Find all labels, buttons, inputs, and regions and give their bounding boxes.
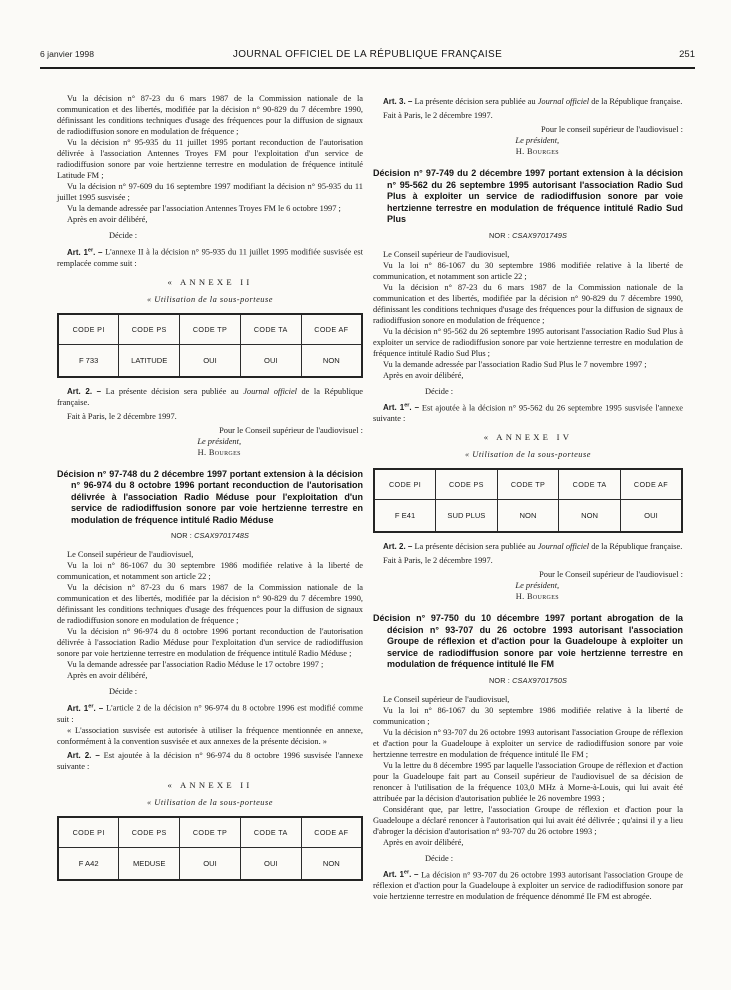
paragraph: Vu la demande adressée par l'association Antennes Troyes FM le 6 octobre 1997 ; [67, 204, 341, 213]
paragraph: Vu la décision n° 96-974 du 8 octobre 1996 portant reconduction de l'autorisation délivrée à l'association Radio Méduse pour l'exploitation d'un service de radiodiffusion sonore par voie hertzienne terrestre en modulation de fréquence intitulé Radio Méduse ; [57, 627, 363, 659]
decide-line: Décide : [425, 853, 454, 863]
table-cell: NON [301, 344, 362, 377]
annexe-heading: « ANNEXE II [167, 276, 253, 287]
journal-title: JOURNAL OFFICIEL DE LA RÉPUBLIQUE FRANÇAISE [232, 49, 503, 60]
paragraph: Vu la loi n° 86-1067 du 30 septembre 1986 modifiée relative à la liberté de communication ; [373, 705, 683, 726]
table-header-cell: CODE PI [58, 817, 119, 848]
table-cell: OUI [620, 500, 682, 533]
signature-intro: Pour le Conseil supérieur de l'audiovisuel : [539, 570, 683, 580]
table-cell: F E41 [374, 500, 436, 533]
nor-line [57, 530, 363, 541]
paragraph: Le Conseil supérieur de l'audiovisuel, [67, 550, 194, 560]
signature-role: Le président, [197, 436, 242, 446]
paragraph: Art. 1er. – L'annexe II à la décision n° 95-935 du 11 juillet 1995 modifiée susvisée est remplacée comme suit : [57, 247, 363, 268]
paragraph: Fait à Paris, le 2 décembre 1997. [383, 111, 493, 120]
paragraph: Vu la décision n° 87-23 du 6 mars 1987 de la Commission nationale de la communication et des libertés, modifiée par la décision n° 90-829 du 7 décembre 1990, définissant les conditions techniques d'usage des fréquences pour la diffusion de signaux de radiodiffusion sonore en modulation de fréquence ; [57, 583, 363, 626]
annexe-table [373, 468, 683, 533]
table-header-cell: CODE PS [119, 817, 180, 848]
table-row [374, 500, 682, 533]
paragraph: Le Conseil supérieur de l'audiovisuel, [383, 694, 510, 704]
table-header-cell: CODE TA [240, 817, 301, 848]
table-header-cell: CODE TP [180, 314, 241, 345]
table-header-cell: CODE AF [620, 469, 682, 500]
nor-label: NOR : [488, 675, 510, 685]
annexe-subheading: « Utilisation de la sous-porteuse [147, 294, 273, 304]
table-cell: OUI [180, 847, 241, 880]
paragraph: Le Conseil supérieur de l'audiovisuel, [383, 249, 510, 259]
paragraph: Vu la décision n° 95-562 du 26 septembre 1995 autorisant l'association Radio Sud Plus à exploiter un service de radiodiffusion sonore par voie hertzienne terrestre en modulation de fréquence intitulé Radio Sud Plus ; [373, 326, 683, 358]
page-header [0, 49, 731, 60]
paragraph: Après en avoir délibéré, [383, 837, 464, 847]
nor-line [373, 675, 683, 686]
nor-line [373, 230, 683, 241]
paragraph: Fait à Paris, le 2 décembre 1997. [383, 556, 493, 566]
table-cell: NON [559, 500, 621, 533]
right-column [373, 93, 683, 902]
paragraph: Art. 1er. – La décision n° 93-707 du 26 octobre 1993 autorisant l'association Groupe de réflexion et d'action pour la Guadeloupe à exploiter un service de radiodiffusion sonore par voie hertzienne terrestre en modulation de fréquence dénommé Ile FM est abrogée. [373, 869, 683, 902]
decide-line: Décide : [109, 687, 138, 697]
paragraph: Vu la demande adressée par l'association Radio Méduse le 17 octobre 1997 ; [67, 660, 324, 670]
table-cell: MEDUSE [119, 847, 180, 880]
table-header-row [58, 817, 362, 848]
paragraph: Art. 1er. – Est ajoutée à la décision n° 95-562 du 26 septembre 1995 susvisée l'annexe suivante : [373, 402, 683, 424]
paragraph: Vu la décision n° 87-23 du 6 mars 1987 de la Commission nationale de la communication et des libertés, modifiée par la décision n° 90-829 du 7 décembre 1990, définissant les conditions techniques d'usage des fréquences pour la diffusion de signaux de radiodiffusion sonore en modulation de fréquence ; [57, 94, 363, 136]
signature-block [373, 124, 683, 157]
table-row [58, 847, 362, 880]
table-header-cell: CODE TA [240, 314, 301, 345]
table-cell: F 733 [58, 344, 119, 377]
table-header-cell: CODE AF [301, 817, 362, 848]
table-header-cell: CODE TP [497, 469, 559, 500]
annexe-table [57, 313, 363, 378]
paragraph: Art. 2. – La présente décision sera publiée au Journal officiel de la République française. [57, 386, 364, 407]
annexe-heading: « ANNEXE II [167, 779, 253, 790]
signature-role: Le président, [515, 581, 560, 591]
signature-role: Le président, [515, 136, 560, 145]
paragraph: Vu la loi n° 86-1067 du 30 septembre 1986 modifiée relative à la liberté de communication, et notamment son article 22 ; [373, 260, 683, 281]
paragraph: Vu la décision n° 95-935 du 11 juillet 1995 portant reconduction de l'autorisation délivrée à l'association Antennes Troyes FM pour l'exploitation d'un service de radiodiffusion sonore par voie hertzienne terrestre en modulation de fréquence intitulé Latitude FM ; [57, 138, 363, 180]
table-header-cell: CODE PI [58, 314, 119, 345]
nor-value: CSAX9701750S [512, 675, 568, 685]
table-cell: F A42 [58, 847, 119, 880]
table-row [58, 344, 362, 377]
left-column [57, 93, 363, 902]
paragraph: Après en avoir délibéré, [383, 370, 464, 380]
annexe-subheading: « Utilisation de la sous-porteuse [147, 797, 273, 807]
decide-line: Décide : [109, 231, 138, 240]
paragraph: Art. 3. – La présente décision sera publiée au Journal officiel de la République française. [383, 97, 683, 106]
table-cell: NON [497, 500, 559, 533]
paragraph: Vu la décision n° 93-707 du 26 octobre 1993 autorisant l'association Groupe de réflexion et d'action pour la Guadeloupe à exploiter un service de radiodiffusion sonore par voie hertzienne terrestre en modulation de fréquence intitulé Ile FM ; [373, 727, 683, 759]
paragraph: Vu la lettre du 8 décembre 1995 par laquelle l'association Groupe de réflexion et d'action pour la Guadeloupe fait part au Conseil supérieur de l'audiovisuel de sa décision de renoncer à l'utilisation de la fréquence 103,0 MHz à Morne-à-Louis, qui lui avait été attribuée par la décision d'autorisation publiée le 26 novembre 1993 ; [373, 760, 683, 803]
signature-block [57, 425, 363, 458]
page-body [0, 69, 731, 902]
nor-value: CSAX9701748S [194, 531, 250, 541]
paragraph: Considérant que, par lettre, l'association Groupe de réflexion et d'action pour la Guadeloupe a déclaré renoncer à l'autorisation qui lui avait été délivrée ; qu'ainsi il y a lieu d'abroger la décision d'autorisation n° 93-707 du 26 octobre 1993 ; [373, 804, 683, 836]
table-header-row [58, 314, 362, 345]
table-cell: OUI [240, 344, 301, 377]
annexe-heading: « ANNEXE IV [483, 432, 573, 443]
decision-heading: Décision n° 97-748 du 2 décembre 1997 portant extension à la décision n° 96-974 du 8 octobre 1996 portant reconduction de l'autorisation délivrée à l'association Radio Méduse pour l'exploitation d'un service de radiodiffusion sonore par voie hertzienne terrestre en modulation de fréquence intitulé Radio Méduse [57, 468, 363, 525]
table-cell: SUD PLUS [436, 500, 498, 533]
signature-name: H. Bourges [197, 447, 241, 457]
signature-block [373, 569, 683, 602]
paragraph: Vu la décision n° 97-609 du 16 septembre 1997 modifiant la décision n° 95-935 du 11 juillet 1995 susvisée ; [57, 182, 363, 202]
table-header-cell: CODE PI [374, 469, 436, 500]
decision-heading: Décision n° 97-750 du 10 décembre 1997 portant abrogation de la décision n° 93-707 du 26 octobre 1993 autorisant l'association Groupe de réflexion et d'action pour la Guadeloupe à exploiter un service de radiodiffusion sonore par voie hertzienne terrestre en modulation de fréquence intitulé Ile FM [373, 613, 683, 670]
table-header-cell: CODE AF [301, 314, 362, 345]
paragraph: Vu la décision n° 87-23 du 6 mars 1987 de la Commission nationale de la communication et des libertés, modifiée par la décision n° 90-829 du 7 décembre 1990, définissant les conditions techniques d'usage des fréquences pour la diffusion de signaux de radiodiffusion sonore en modulation de fréquence ; [373, 282, 683, 325]
page-number: 251 [679, 49, 695, 60]
signature-name: H. Bourges [515, 147, 559, 156]
header-date: 6 janvier 1998 [40, 49, 94, 59]
decision-heading: Décision n° 97-749 du 2 décembre 1997 portant extension à la décision n° 95-562 du 26 septembre 1995 autorisant l'association Radio Sud Plus à exploiter un service de radiodiffusion sonore par voie hertzienne terrestre en modulation de fréquence intitulé Radio Sud Plus [373, 168, 683, 224]
paragraph: Après en avoir délibéré, [67, 671, 148, 681]
table-cell: NON [301, 847, 362, 880]
paragraph: Vu la demande adressée par l'association Radio Sud Plus le 7 novembre 1997 ; [383, 359, 647, 369]
table-cell: OUI [240, 847, 301, 880]
table-header-cell: CODE TA [559, 469, 621, 500]
table-header-cell: CODE TP [180, 817, 241, 848]
paragraph: « L'association susvisée est autorisée à utiliser la fréquence mentionnée en annexe, conformément à la convention susvisée et aux annexes de la présente décision. » [57, 725, 363, 746]
decide-line: Décide : [425, 386, 454, 396]
nor-value: CSAX9701749S [512, 230, 568, 240]
paragraph: Art. 1er. – L'article 2 de la décision n° 96-974 du 8 octobre 1996 est modifié comme suit : [57, 703, 363, 724]
annexe-table [57, 816, 363, 881]
table-header-row [374, 469, 682, 500]
table-cell: OUI [180, 344, 241, 377]
table-cell: LATITUDE [119, 344, 180, 377]
signature-intro: Pour le conseil supérieur de l'audiovisuel : [541, 125, 683, 134]
nor-label: NOR : [488, 230, 510, 240]
signature-intro: Pour le Conseil supérieur de l'audiovisuel : [219, 425, 363, 435]
annexe-subheading: « Utilisation de la sous-porteuse [465, 450, 591, 460]
paragraph: Après en avoir délibéré, [67, 215, 148, 224]
table-header-cell: CODE PS [436, 469, 498, 500]
signature-name: H. Bourges [515, 592, 559, 602]
nor-label: NOR : [170, 531, 192, 541]
paragraph: Fait à Paris, le 2 décembre 1997. [67, 411, 177, 421]
paragraph: Art. 2. – La présente décision sera publiée au Journal officiel de la République française. [383, 542, 683, 552]
paragraph: Art. 2. – Est ajoutée à la décision n° 96-974 du 8 octobre 1996 susvisée l'annexe suivante : [57, 750, 363, 771]
paragraph: Vu la loi n° 86-1067 du 30 septembre 1986 modifiée relative à la liberté de communication, et notamment son article 22 ; [57, 561, 363, 582]
table-header-cell: CODE PS [119, 314, 180, 345]
